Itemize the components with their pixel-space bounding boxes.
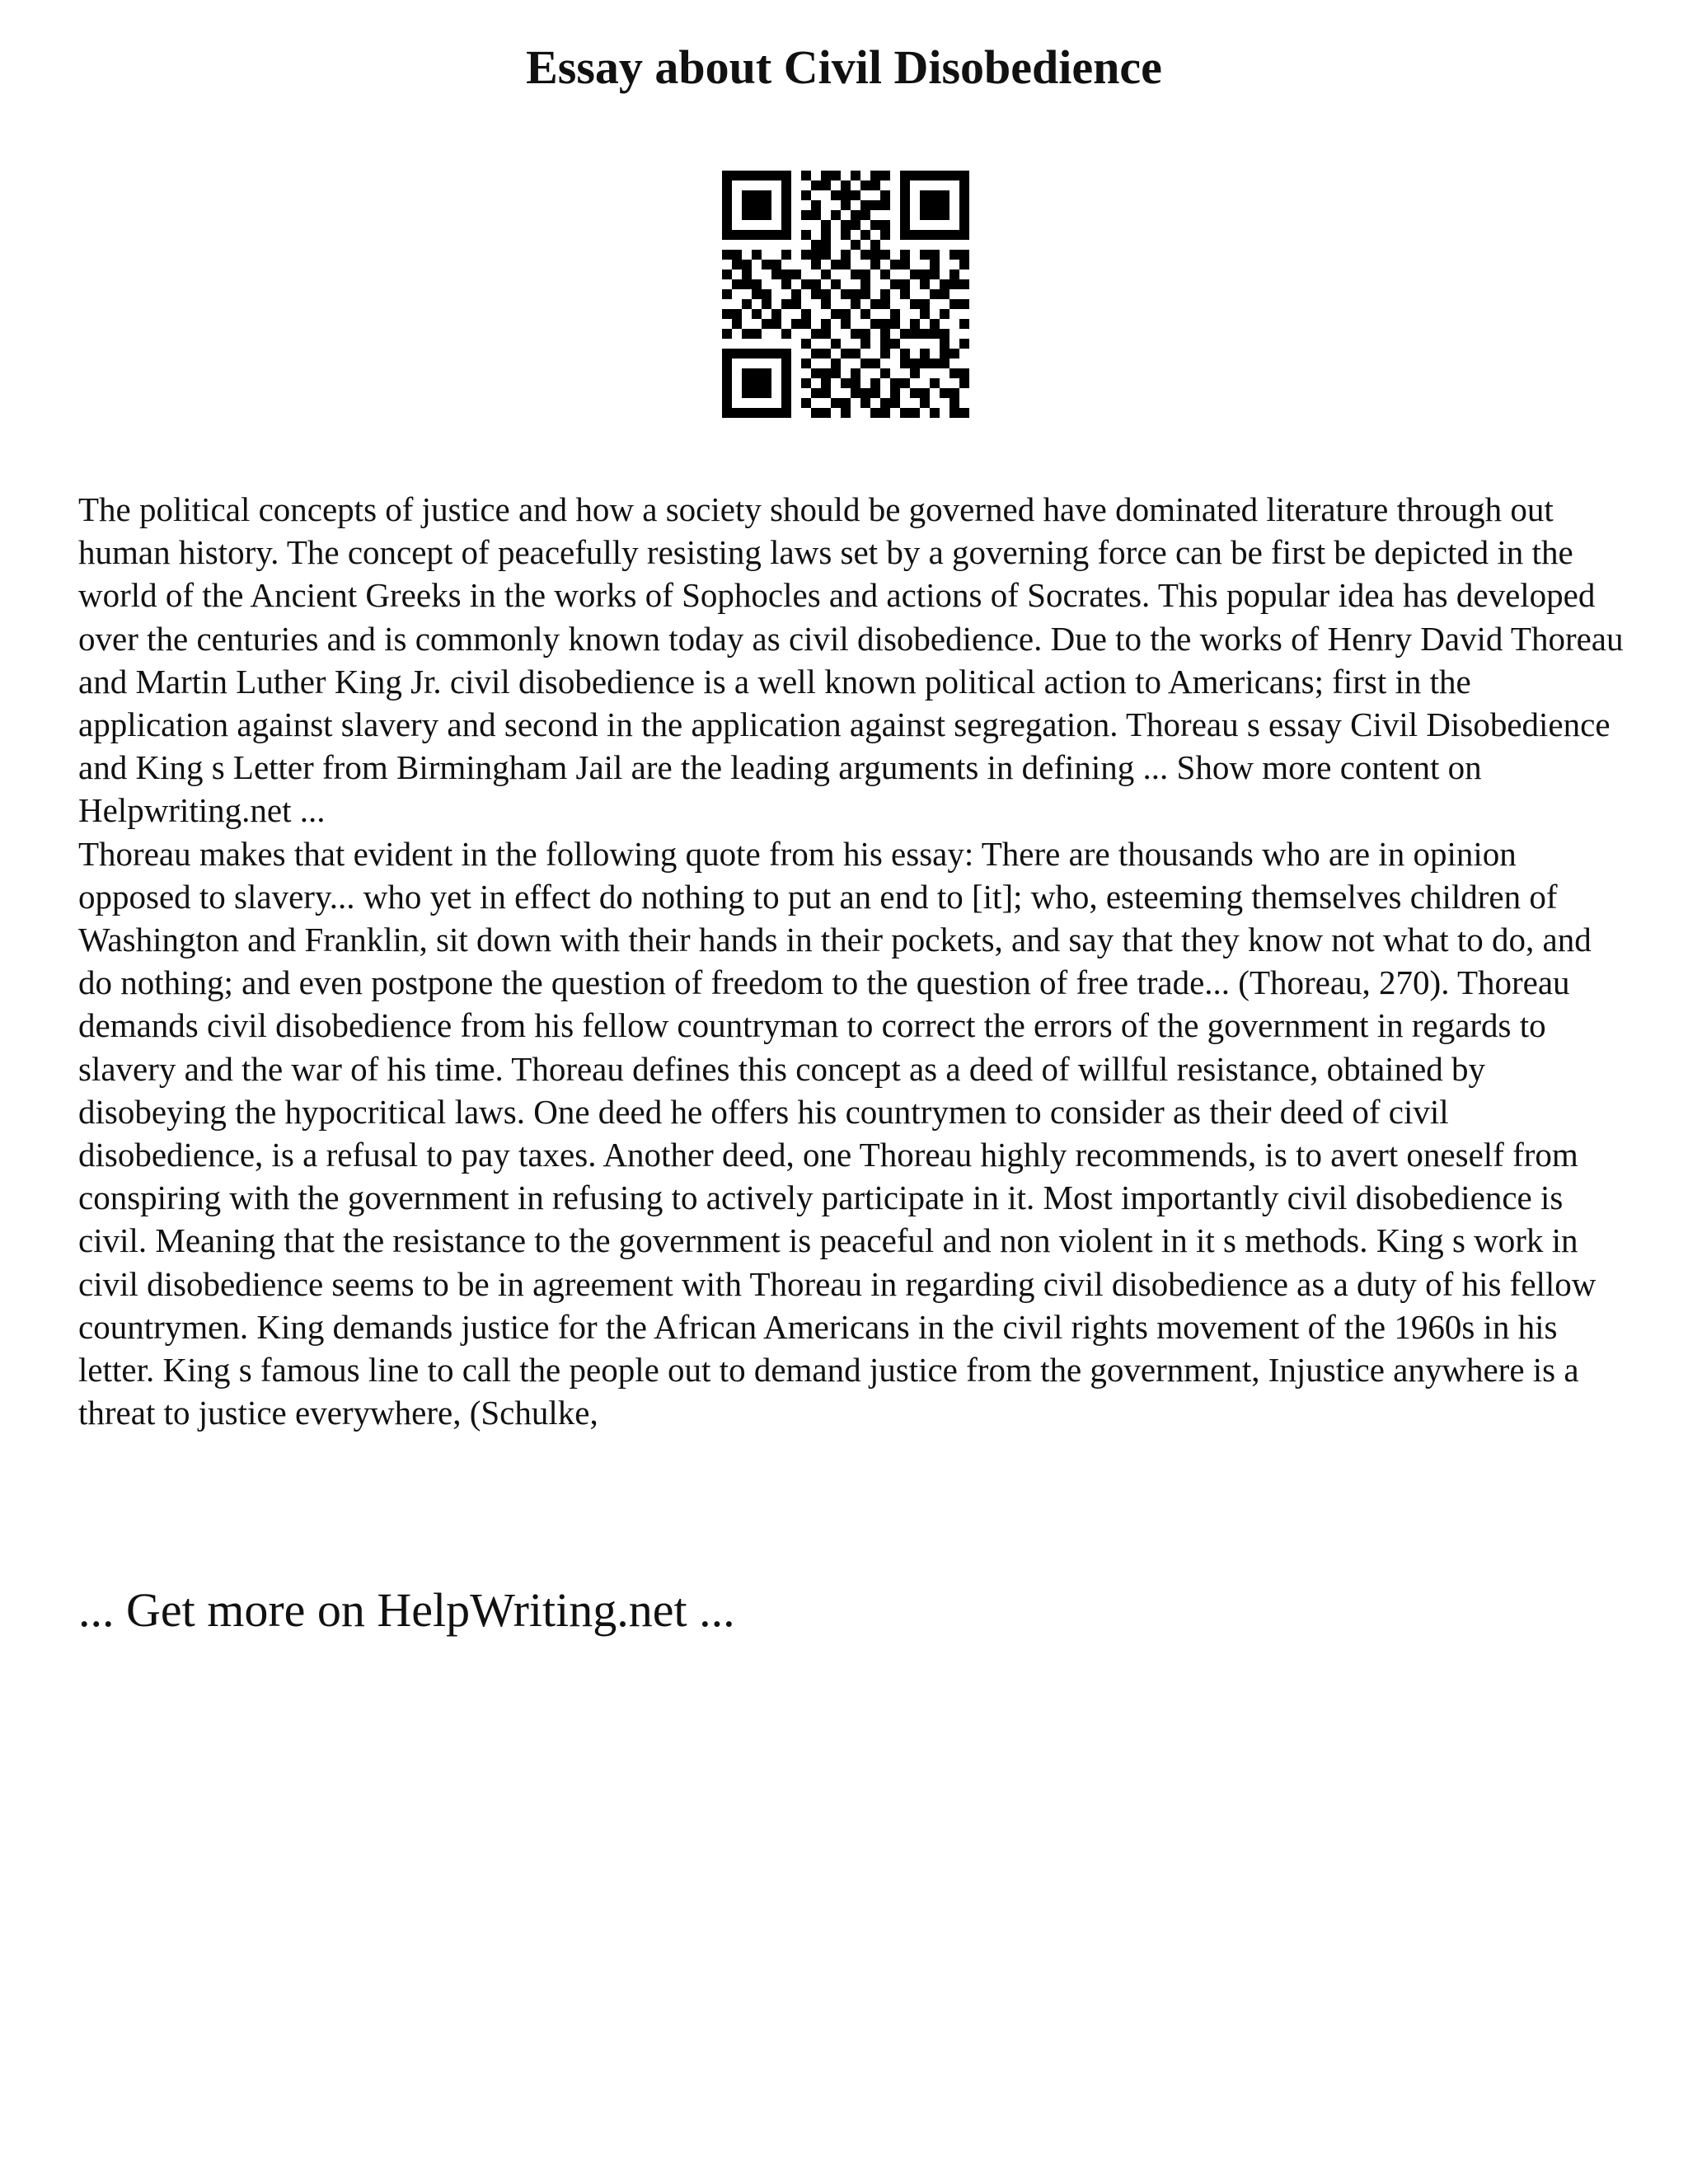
page-title: Essay about Civil Disobedience (526, 40, 1162, 94)
qr-code-icon (722, 171, 969, 418)
get-more-link[interactable]: ... Get more on HelpWriting.net ... (78, 1583, 735, 1637)
essay-body (78, 488, 1628, 1434)
essay-paragraph-2: Thoreau makes that evident in the following quote from his essay: There are thousands who are in opinion opposed to slavery... who yet in effect do nothing to put an end to [it]; who, esteeming themselves children of Washington and Franklin, sit down with their hands in their pockets, and say that they know not what to do, and do nothing; and even postpone the question of freedom to the question of free trade... (Thoreau, 270). Thoreau demands civil disobedience from his fellow countryman to correct the errors of the government in regards to slavery and the war of his time. Thoreau defines this concept as a deed of willful resistance, obtained by disobeying the hypocritical laws. One deed he offers his countrymen to consider as their deed of civil disobedience, is a refusal to pay taxes. Another deed, one Thoreau highly recommends, is to avert oneself from conspiring with the government in refusing to actively participate in it. Most importantly civil disobedience is civil. Meaning that the resistance to the government is peaceful and non violent in it s methods. King s work in civil disobedience seems to be in agreement with Thoreau in regarding civil disobedience as a duty of his fellow countrymen. King demands justice for the African Americans in the civil rights movement of the 1960s in his letter. King s famous line to call the people out to demand justice from the government, Injustice anywhere is a threat to justice everywhere, (Schulke, (78, 834, 1597, 1432)
essay-paragraph-1: The political concepts of justice and how a society should be governed have dominated literature through out human history. The concept of peacefully resisting laws set by a governing force can be first be depicted in the world of the Ancient Greeks in the works of Sophocles and actions of Socrates. This popular idea has developed over the centuries and is commonly known today as civil disobedience. Due to the works of Henry David Thoreau and Martin Luther King Jr. civil disobedience is a well known political action to Americans; first in the application against slavery and second in the application against segregation. Thoreau s essay Civil Disobedience and King s Letter from Birmingham Jail are the leading arguments in defining ... Show more content on Helpwriting.net ... (78, 490, 1624, 830)
